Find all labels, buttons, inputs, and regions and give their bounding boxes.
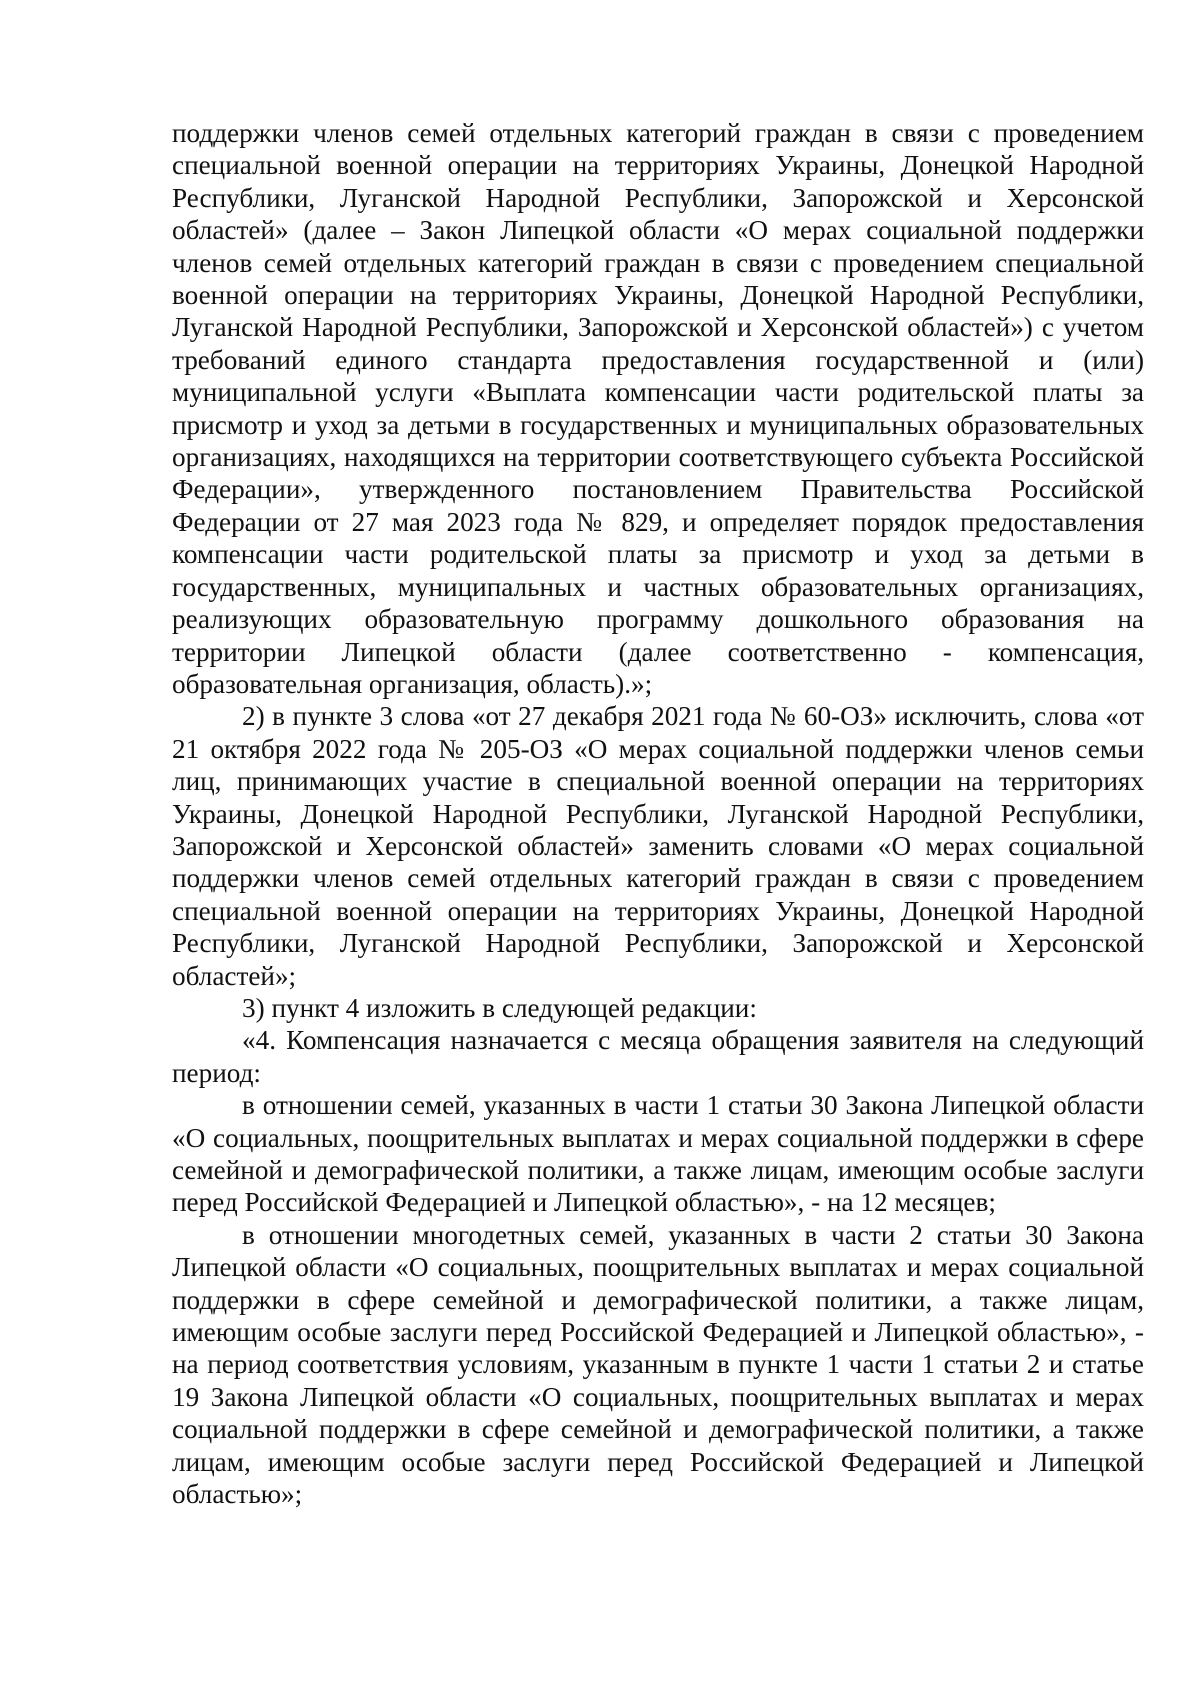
paragraph-item-2: 2) в пункте 3 слова «от 27 декабря 2021 года № 60-ОЗ» исключить, слова «от 21 октября 2022 года № 205-ОЗ «О мерах социальной поддержки членов семьи лиц, принимающих участие в специальной военной операции на территориях Украины, Донецкой Народной Республики, Луганской Народной Республики, Запорожской и Херсонской областей» заменить словами «О мерах социальной поддержки членов семей отдельных категорий граждан в связи с проведением специальной военной операции на территориях Украины, Донецкой Народной Республики, Луганской Народной Республики, Запорожской и Херсонской областей»;: [172, 701, 1144, 991]
paragraph-large-families-part-2: в отношении многодетных семей, указанных в части 2 статьи 30 Закона Липецкой области «О социальных, поощрительных выплатах и мерах социальной поддержки в сфере семейной и демографической политики, а также лицам, имеющим особые заслуги перед Российской Федерацией и Липецкой областью», - на период соответствия условиям, указанным в пункте 1 части 1 статьи 2 и статье 19 Закона Липецкой области «О социальных, поощрительных выплатах и мерах социальной поддержки в сфере семейной и демографической политики, а также лицам, имеющим особые заслуги перед Российской Федерацией и Липецкой областью»;: [172, 1219, 1144, 1510]
paragraph-continuation: поддержки членов семей отдельных категорий граждан в связи с проведением специальной военной операции на территориях Украины, Донецкой Народной Республики, Луганской Народной Республики, Запорожской и Херсонской областей» (далее – Закон Липецкой области «О мерах социальной поддержки членов семей отдельных категорий граждан в связи с проведением специальной военной операции на территориях Украины, Донецкой Народной Республики, Луганской Народной Республики, Запорожской и Херсонской областей») с учетом требований единого стандарта предоставления государственной и (или) муниципальной услуги «Выплата компенсации части родительской платы за присмотр и уход за детьми в государственных и муниципальных образовательных организациях, находящихся на территории соответствующего субъекта Российской Федерации», утвержденного постановлением Правительства Российской Федерации от 27 мая 2023 года № 829, и определяет порядок предоставления компенсации части родительской платы за присмотр и уход за детьми в государственных, муниципальных и частных образовательных организациях, реализующих образовательную программу дошкольного образования на территории Липецкой области (далее соответственно - компенсация, образовательная организация, область).»;: [172, 118, 1144, 699]
paragraph-clause-4: «4. Компенсация назначается с месяца обращения заявителя на следующий период:: [172, 1025, 1144, 1088]
paragraph-item-3: 3) пункт 4 изложить в следующей редакции:: [242, 992, 757, 1023]
document-body: [172, 117, 1144, 1510]
paragraph-families-part-1: в отношении семей, указанных в части 1 статьи 30 Закона Липецкой области «О социальных, поощрительных выплатах и мерах социальной поддержки в сфере семейной и демографической политики, а также лицам, имеющим особые заслуги перед Российской Федерацией и Липецкой областью», - на 12 месяцев;: [172, 1090, 1144, 1218]
